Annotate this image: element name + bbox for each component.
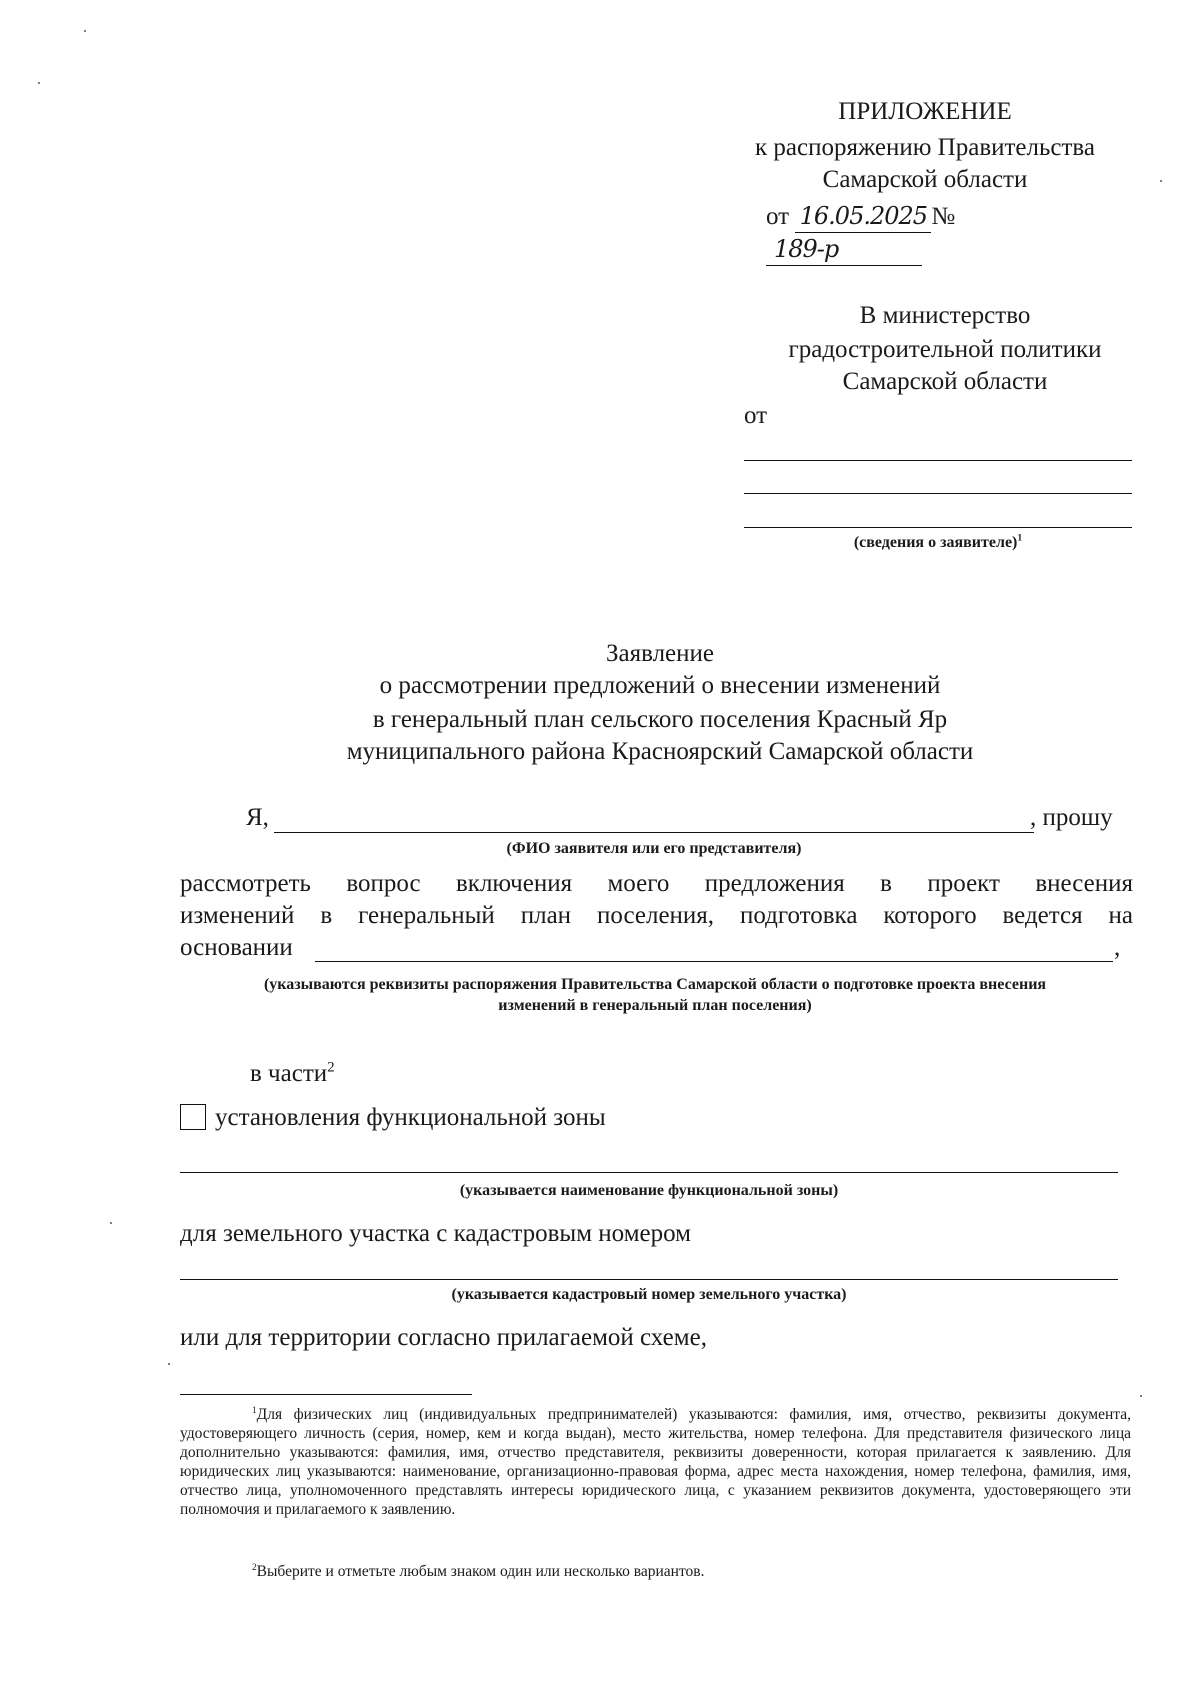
date-prefix: от [766,203,790,230]
applicant-info-line-2[interactable] [744,493,1132,494]
statement-subtitle-2: в генеральный план сельского поселения Красный Яр [372,706,948,733]
applicant-caption [744,532,1132,553]
zone-option-label: установления функциональной зоны [215,1104,606,1131]
footnote-2-text: Выберите и отметьте любым знаком один или несколько вариантов. [256,1563,705,1580]
number-value: 189-р [766,233,922,266]
scan-speck [38,82,40,84]
basis-caption-1: (указываются реквизиты распоряжения Правительства Самарской области о подготовке проекта внесения [263,976,1047,993]
footnote-ref-2: 2 [327,1059,335,1076]
footnote-1-mark: 1 [252,1405,257,1416]
from-label: от [744,402,768,429]
applicant-info-line-1[interactable] [744,460,1132,461]
addressee-line-1: В министерство [859,302,1031,329]
basis-field[interactable] [315,961,1113,962]
footnote-separator [180,1394,472,1395]
appendix-line-1: к распоряжению Правительства [754,134,1095,161]
footnote-2 [180,1562,1131,1581]
statement-title: Заявление [605,640,715,667]
appendix-line-2: Самарской области [822,166,1028,193]
appendix-title: ПРИЛОЖЕНИЕ [838,98,1012,125]
basis-caption-2: изменений в генеральный план поселения) [498,997,812,1014]
paragraph-line-1: рассмотреть вопрос включения моего предложения в проект внесения [180,870,1133,897]
order-date-number [766,200,1116,263]
scan-speck [84,30,86,32]
footnote-1-text: Для физических лиц (индивидуальных предпринимателей) указываются: фамилия, имя, отчество, реквизиты документа, удостоверяющего личность (серия, номер, кем и когда выдан), место жительства, номер телефона. Для представителя физического лица дополнительно указываются: фамилия, имя, отчество представителя, реквизиты доверенности, которая прилагается к заявлению. Для юридических лиц указываются: наименование, организационно-правовая форма, адрес места нахождения, номер телефона, фамилия, имя, отчество лица, уполномоченного представлять интересы юридического лица, с указанием реквизитов документа, удостоверяющего эти полномочия и прилагаемого к заявлению. [180,1406,1131,1518]
statement-subtitle-1: о рассмотрении предложений о внесении изменений [379,672,941,699]
number-prefix: № [931,203,956,230]
scan-speck [1140,1395,1142,1397]
paragraph-line-2: изменений в генеральный план поселения, подготовка которого ведется на [180,902,1133,929]
applicant-info-line-3[interactable] [744,527,1132,528]
zone-name-field[interactable] [180,1172,1118,1173]
footnote-2-mark: 2 [252,1562,257,1573]
request-word: , прошу [1030,804,1113,831]
scan-speck [1160,180,1162,182]
i-label: Я, [246,804,269,831]
parcel-caption: (указывается кадастровый номер земельного участка) [451,1286,847,1303]
footnote-ref-1: 1 [1017,532,1023,544]
fio-field[interactable] [274,832,1034,833]
part-label-text: в части [250,1060,328,1087]
zone-caption: (указывается наименование функциональной зоны) [459,1182,839,1199]
addressee-line-2: градостроительной политики [788,336,1102,363]
scan-speck [110,1222,112,1224]
fio-caption: (ФИО заявителя или его представителя) [506,840,802,857]
basis-comma: , [1114,934,1121,961]
basis-label: основании [180,934,293,961]
applicant-caption-text: (сведения о заявителе) [853,534,1018,551]
scan-speck [168,1363,170,1365]
parcel-label: для земельного участка с кадастровым номером [180,1220,691,1247]
territory-label: или для территории согласно прилагаемой схеме, [180,1324,707,1351]
part-label [250,1058,335,1090]
addressee-line-3: Самарской области [842,368,1048,395]
statement-subtitle-3: муниципального района Красноярский Самарской области [346,738,974,765]
date-value: 16.05.2025 [795,200,931,233]
zone-option-checkbox[interactable] [180,1104,206,1130]
footnote-1 [180,1405,1131,1519]
cadastral-number-field[interactable] [180,1279,1118,1280]
